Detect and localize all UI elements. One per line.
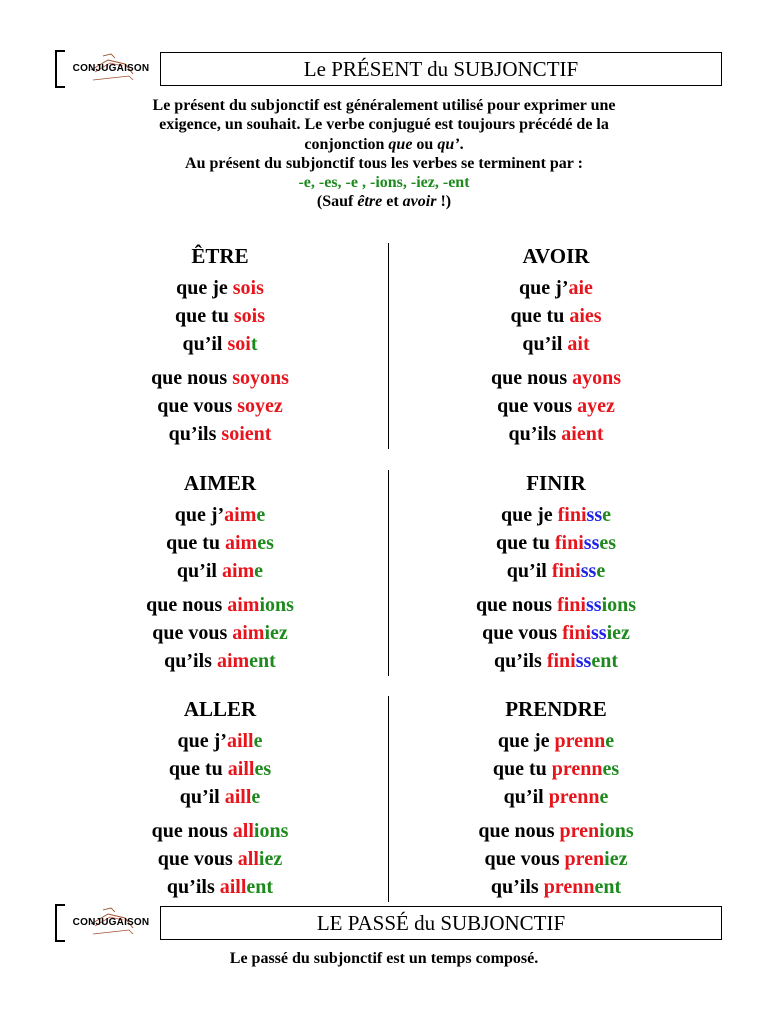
conjugation-line: qu’ils prennent	[490, 876, 622, 898]
logo-label: CONJUGAISON	[72, 917, 150, 928]
conjugation-line: que nous aimions	[146, 594, 294, 616]
conjugation-line: qu’ils aiment	[164, 650, 276, 672]
section-title: LE PASSÉ du SUBJONCTIF	[160, 906, 722, 940]
footer-text: Le passé du subjonctif est un temps composé.	[229, 950, 539, 967]
conjugation-line: que tu finisses	[495, 532, 617, 554]
conjugation-line: qu’ils aillent	[166, 876, 274, 898]
conjugaison-logo	[55, 50, 160, 88]
verb-block-aller	[50, 691, 390, 901]
conjugation-line: que tu aies	[510, 305, 602, 327]
conjugation-line: que j’aille	[177, 730, 263, 752]
intro-line: Au présent du subjonctif tous les verbes se terminent par :	[185, 154, 583, 172]
endings-list: -e, -es, -e , -ions, -iez, -ent	[298, 174, 470, 192]
verb-name: PRENDRE	[505, 697, 607, 721]
verb-name: AIMER	[183, 471, 257, 495]
header-passe	[55, 904, 723, 942]
conjugation-line: qu’ils finissent	[494, 650, 618, 672]
verb-name: ÊTRE	[191, 244, 249, 268]
exception-note: (Sauf être et avoir !)	[316, 193, 452, 211]
conjugation-line: qu’il ait	[522, 333, 590, 355]
conjugation-line: que vous ayez	[497, 395, 615, 417]
conjugation-line: que nous allions	[151, 820, 289, 842]
conjugation-line: que nous finissions	[475, 594, 637, 616]
intro-text	[40, 96, 728, 212]
conjugation-line: que tu sois	[174, 305, 266, 327]
conjugation-line: que tu aimes	[166, 532, 274, 554]
conjugation-line: qu’il soit	[182, 333, 258, 355]
conjugation-line: que vous alliez	[157, 848, 283, 870]
logo-label: CONJUGAISON	[72, 63, 150, 74]
conjugation-line: que nous ayons	[490, 367, 622, 389]
conjugaison-logo	[55, 904, 160, 942]
conjugation-line: qu’ils soient	[168, 423, 272, 445]
conjugation-line: qu’il prenne	[503, 786, 609, 808]
conjugation-line: que nous soyons	[151, 367, 289, 389]
verb-name: ALLER	[183, 697, 257, 721]
verb-name: AVOIR	[522, 244, 590, 268]
conjugation-line: qu’ils aient	[508, 423, 604, 445]
intro-line: conjonction que ou qu’.	[304, 135, 464, 153]
verb-block-etre	[50, 238, 390, 448]
conjugation-line: que tu ailles	[168, 758, 272, 780]
conjugation-line: qu’il aime	[176, 560, 264, 582]
verb-block-aimer	[50, 465, 390, 675]
conjugation-line: que j’aie	[519, 277, 593, 299]
column-divider	[388, 243, 389, 449]
page-title: Le PRÉSENT du SUBJONCTIF	[160, 52, 722, 86]
conjugation-line: que je finisse	[500, 504, 612, 526]
conjugation-line: que vous finissiez	[482, 622, 630, 644]
conjugation-line: que vous preniez	[484, 848, 628, 870]
conjugation-line: que je prenne	[497, 730, 615, 752]
column-divider	[388, 470, 389, 676]
verb-name: FINIR	[526, 471, 586, 495]
verb-block-prendre	[386, 691, 726, 901]
intro-line: exigence, un souhait. Le verbe conjugué est toujours précédé de la	[159, 116, 609, 134]
conjugation-line: que j’aime	[174, 504, 266, 526]
column-divider	[388, 696, 389, 902]
conjugation-line: que tu prennes	[492, 758, 620, 780]
verb-block-finir	[386, 465, 726, 675]
conjugation-line: que vous aimiez	[152, 622, 288, 644]
intro-line: Le présent du subjonctif est généralement utilisé pour exprimer une	[152, 97, 616, 114]
conjugation-line: qu’il aille	[179, 786, 261, 808]
verb-block-avoir	[386, 238, 726, 448]
conjugation-line: que vous soyez	[157, 395, 283, 417]
conjugation-line: que nous prenions	[478, 820, 634, 842]
conjugation-line: qu’il finisse	[506, 560, 606, 582]
conjugation-line: que je sois	[176, 277, 264, 299]
header-present	[55, 50, 723, 88]
